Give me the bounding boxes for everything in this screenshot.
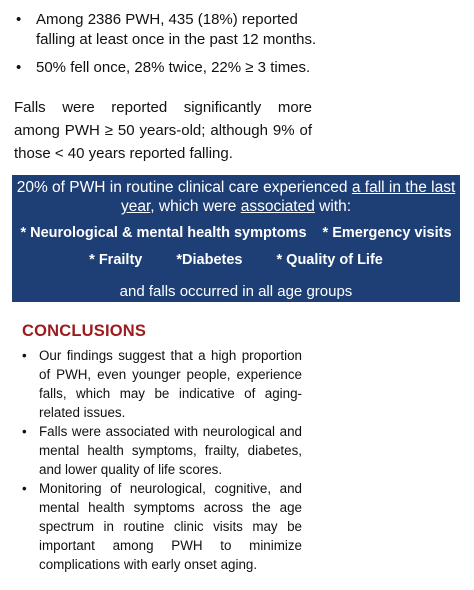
- diabetes-item: *Diabetes: [176, 252, 243, 268]
- fall-statistics-list: [14, 10, 334, 86]
- conclusion-text: Our findings suggest that a high proportion of PWH, even younger people, experience falls, which may be indicative of aging-related issues.: [39, 348, 302, 420]
- summary-box: [12, 175, 460, 302]
- bullet-icon: •: [22, 481, 27, 496]
- neuro-mental-health-item: * Neurological & mental health symptoms: [20, 225, 307, 241]
- fall-last-year-phrase: a fall in the last year: [120, 179, 456, 215]
- summary-end: with:: [314, 198, 352, 215]
- conclusions-heading: CONCLUSIONS: [22, 322, 147, 340]
- associations-row-1: [12, 224, 460, 243]
- emergency-visits-item: * Emergency visits: [322, 225, 452, 241]
- list-item: [14, 58, 334, 78]
- summary-middle: , which were: [150, 198, 241, 215]
- all-age-groups-statement: and falls occurred in all age groups: [119, 283, 353, 300]
- summary-statement: [12, 175, 460, 216]
- bullet-icon: •: [22, 424, 27, 439]
- conclusion-text: Monitoring of neurological, cognitive, and mental health symptoms across the age spectrum in routine clinic visits may be important among PWH to minimize complications with early onset aging.: [39, 481, 302, 572]
- quality-of-life-item: * Quality of Life: [276, 252, 383, 268]
- falls-by-age-paragraph: Falls were reported significantly more among PWH ≥ 50 years-old; although 9% of those < 40 years reported falling.: [14, 99, 312, 162]
- frailty-item: * Frailty: [89, 252, 143, 268]
- bullet-icon: •: [16, 59, 22, 76]
- list-item: [14, 10, 334, 50]
- list-item: [20, 479, 302, 574]
- list-item: [20, 422, 302, 479]
- bullet-icon: •: [16, 11, 22, 28]
- associations-row-2: [12, 251, 460, 270]
- conclusion-text: Falls were associated with neurological and mental health symptoms, frailty, diabetes, and lower quality of life scores.: [39, 424, 302, 477]
- summary-intro: 20% of PWH in routine clinical care experienced: [16, 179, 352, 196]
- fall-prevalence-text: Among 2386 PWH, 435 (18%) reported falling at least once in the past 12 months.: [36, 11, 317, 48]
- conclusions-list: [20, 346, 302, 574]
- fall-frequency-text: 50% fell once, 28% twice, 22% ≥ 3 times.: [36, 59, 311, 76]
- associated-phrase: associated: [240, 198, 315, 215]
- bullet-icon: •: [22, 348, 27, 363]
- list-item: [20, 346, 302, 422]
